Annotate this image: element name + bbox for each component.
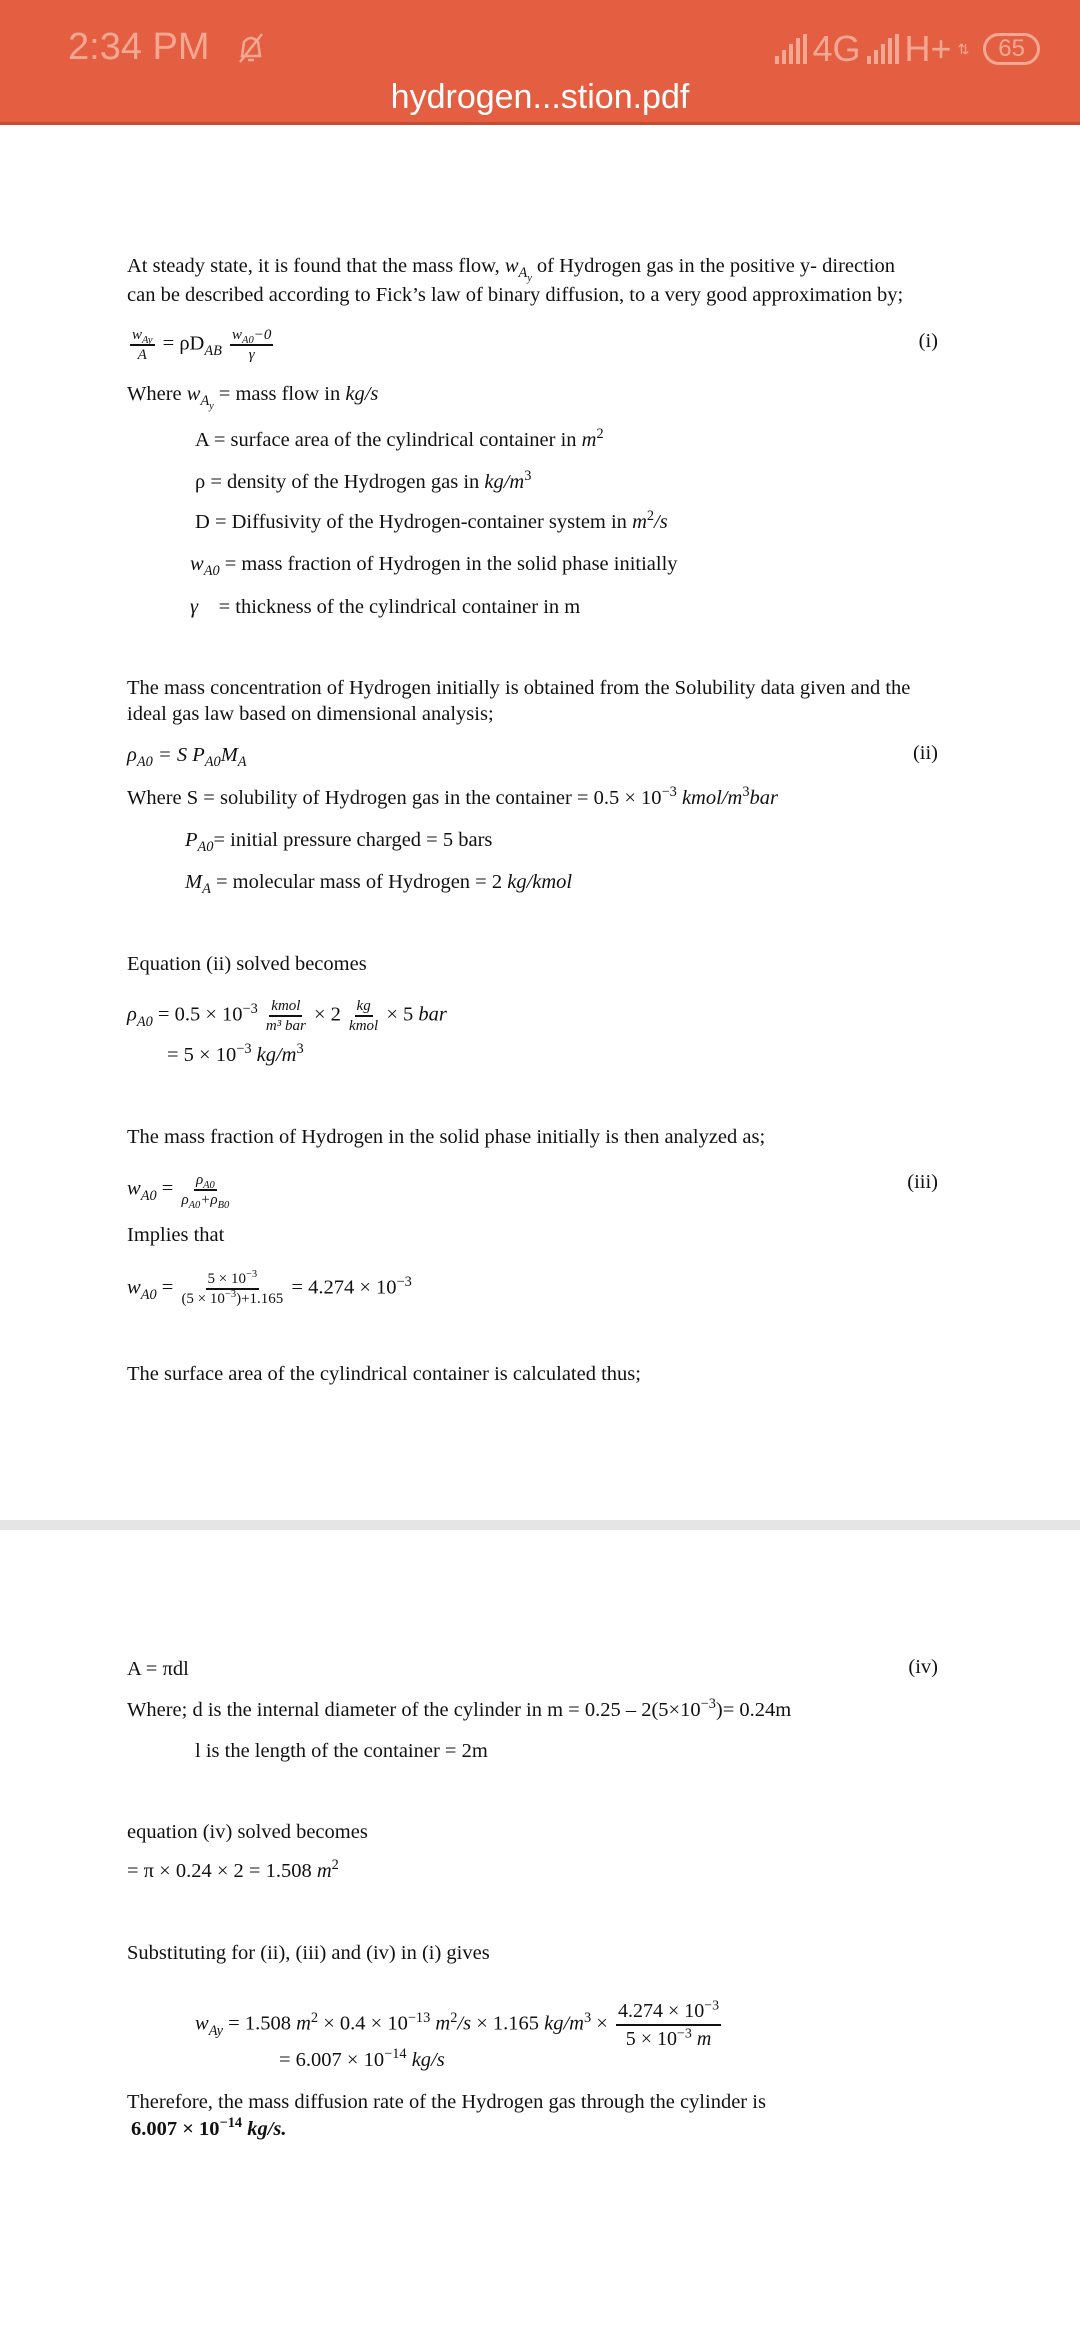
status-icons: [775, 28, 1041, 70]
status-time: 2:34 PM: [68, 26, 210, 68]
signal-icon: [775, 34, 807, 64]
equation-label: (iv): [908, 1656, 938, 1678]
definition-line: Where; d is the internal diameter of the cylinder in $m = 0.25 - 2(5\times 10^{-3})= 0.24m$: [127, 1696, 792, 1721]
calculation-result: = $5 \times 10^{-3}$ $kg/m^3$: [167, 1041, 304, 1066]
equation-i: $\frac{w_{Ay}}{A}$ = $\rho D_{AB}$ $\frac{w_{A0}-0}{\gamma}$: [132, 327, 272, 363]
paragraph-line: Therefore, the mass diffusion rate of the Hydrogen gas through the cylinder is: [127, 2091, 766, 2113]
final-answer: $6.007 \times 10^{-14}$ kg/s.: [131, 2115, 287, 2140]
paragraph-line: At steady state, it is found that the mass flow, $w_{A_y}$ of Hydrogen gas in the positive y- direction: [127, 255, 895, 284]
equation-iv: A = πdl: [127, 1658, 189, 1680]
calculation-result: = $6.007 \times 10^{-14}$ kg/s: [279, 2046, 445, 2071]
signal-icon-2: [867, 34, 899, 64]
definition-line: D = Diffusivity of the Hydrogen-container system in $m^2/s$: [195, 508, 668, 533]
calculation-line: $\rho_{A0} = 0.5 \times 10^{-3}$ $\frac{\text{kmol}}{\text{m³ bar}}$ × 2 $\frac{kg}{\text{kmol}}$ × 5 bar: [127, 998, 447, 1034]
paragraph-line: Substituting for (ii), (iii) and (iv) in (i) gives: [127, 1942, 490, 1964]
definition-line: $w_{A0}$ = mass fraction of Hydrogen in the solid phase initially: [190, 553, 678, 580]
document-title: hydrogen...stion.pdf: [390, 78, 690, 116]
equation-label: (ii): [912, 742, 938, 764]
final-equation: $w_{Ay} = 1.508$ $m^2 \times 0.4 \times 10^{-13}$ $m^2/s \times 1.165$ $kg/m^3$ × $\frac{4.274 \times 10^{-3}}{5 \times 10^{-3} m}$: [195, 1998, 720, 2050]
battery-icon: 65: [983, 33, 1040, 65]
definition-line: Where $w_{A_y}$ = mass flow in kg/s: [127, 383, 379, 412]
paragraph-line: can be described according to Fick’s law of binary diffusion, to a very good approximation by;: [127, 284, 904, 306]
app-header: [0, 0, 1080, 125]
definition-line: A = surface area of the cylindrical container in $m^2$: [195, 426, 604, 451]
data-arrows-icon: ⇅: [957, 40, 970, 57]
equation-ii: $\rho_{A0} = S$ $P_{A0}M_A$: [127, 744, 247, 771]
equation-iii: $w_{A0}$ = $\frac{\rho_{A0}}{\rho_{A0}+\rho_{B0}}$: [127, 1172, 230, 1211]
paragraph-line: The mass fraction of Hydrogen in the solid phase initially is then analyzed as;: [127, 1126, 766, 1148]
calculation-line: = π × 0.24 × 2 = 1.508 $m^2$: [127, 1857, 339, 1882]
paragraph-line: The mass concentration of Hydrogen initially is obtained from the Solubility data given and the: [127, 677, 911, 699]
definition-line: γ = thickness of the cylindrical container in m: [190, 596, 581, 618]
page-separator: [0, 1520, 1080, 1530]
definition-line: ρ = density of the Hydrogen gas in $kg/m^3$: [195, 468, 532, 493]
notifications-muted-icon: [236, 30, 266, 66]
definition-line: $M_A$ = molecular mass of Hydrogen = 2 kg/kmol: [185, 871, 573, 898]
equation-label: (iii): [907, 1171, 938, 1193]
equation-label: (i): [918, 330, 938, 352]
paragraph-line: equation (iv) solved becomes: [127, 1821, 368, 1843]
paragraph-line: Implies that: [127, 1224, 225, 1246]
definition-line: l is the length of the container = 2m: [195, 1740, 488, 1762]
definition-line: Where S = solubility of Hydrogen gas in the container = $0.5 \times 10^{-3}$ kmol/$m^3bar$: [127, 784, 778, 809]
paragraph-line: ideal gas law based on dimensional analysis;: [127, 703, 494, 725]
calculation-line: $w_{A0}$ = $\frac{5 \times 10^{-3}}{(5 \times 10^{-3})+1.165}$ = $4.274 \times 10^{-3}$: [127, 1269, 412, 1307]
network-type-1: 4G: [812, 28, 861, 69]
definition-line: $P_{A0}=$ initial pressure charged = 5 bars: [185, 829, 493, 856]
paragraph-line: Equation (ii) solved becomes: [127, 953, 367, 975]
paragraph-line: The surface area of the cylindrical container is calculated thus;: [127, 1363, 641, 1385]
network-type-2: H+: [904, 28, 952, 69]
